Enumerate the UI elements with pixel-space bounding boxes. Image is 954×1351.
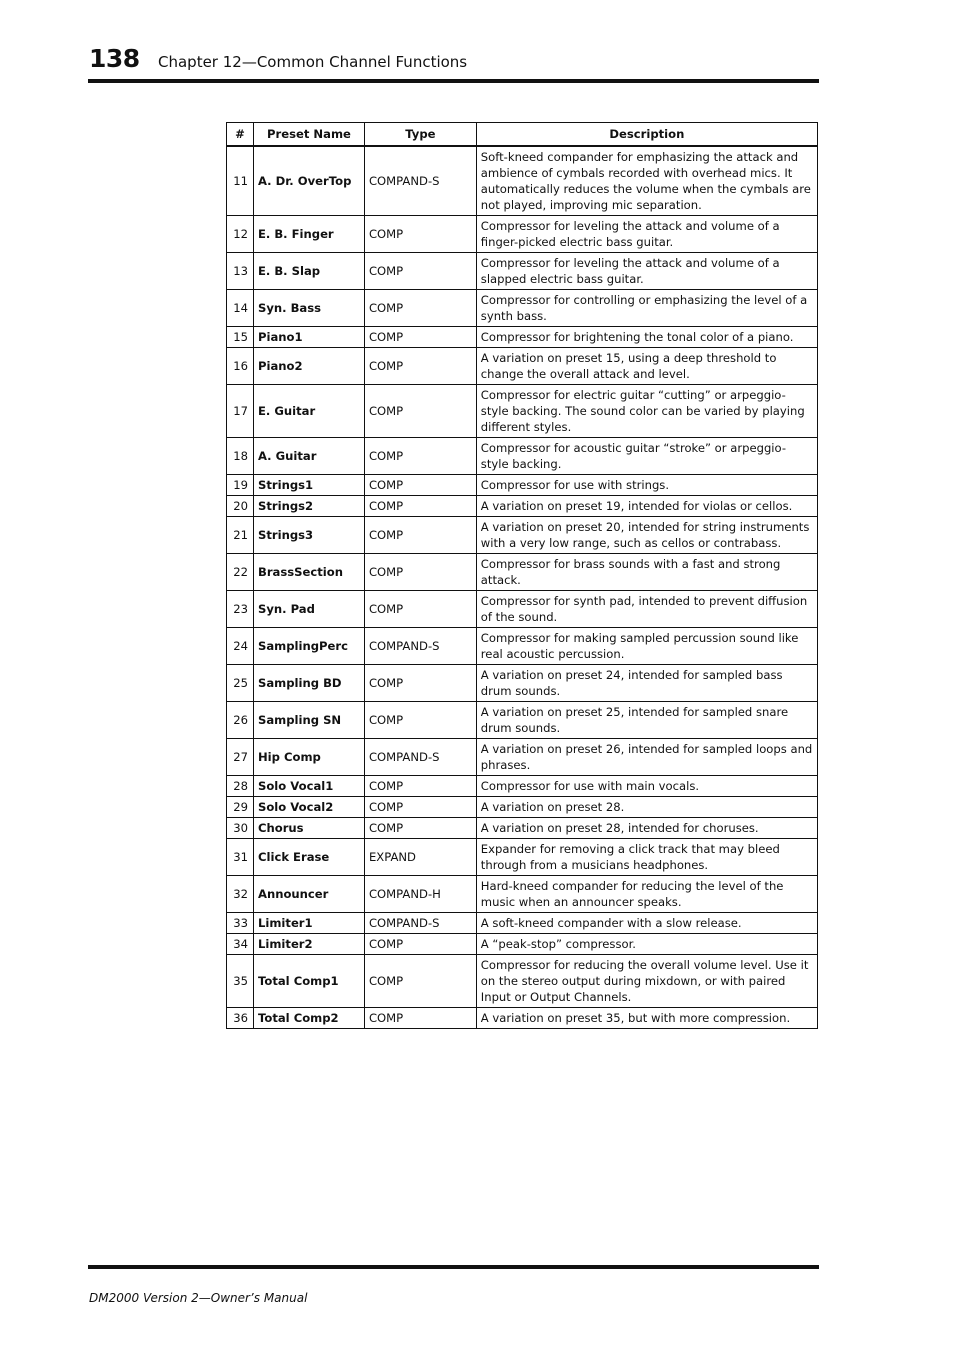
cell-number: 23 xyxy=(227,591,254,628)
cell-type: COMP xyxy=(364,385,476,438)
cell-description: A variation on preset 25, intended for sampled snare drum sounds. xyxy=(476,702,817,739)
table-row xyxy=(227,385,818,438)
cell-type: COMPAND-S xyxy=(364,146,476,216)
cell-type: COMP xyxy=(364,554,476,591)
cell-preset-name: Strings1 xyxy=(253,475,364,496)
cell-preset-name: Sampling BD xyxy=(253,665,364,702)
cell-type: COMP xyxy=(364,348,476,385)
cell-description: A variation on preset 19, intended for violas or cellos. xyxy=(476,496,817,517)
cell-type: COMP xyxy=(364,496,476,517)
table-header-row xyxy=(227,123,818,147)
table-row xyxy=(227,216,818,253)
cell-number: 22 xyxy=(227,554,254,591)
table-row xyxy=(227,290,818,327)
cell-preset-name: SamplingPerc xyxy=(253,628,364,665)
cell-type: COMP xyxy=(364,797,476,818)
cell-type: EXPAND xyxy=(364,839,476,876)
cell-type: COMP xyxy=(364,818,476,839)
table-row xyxy=(227,1008,818,1029)
cell-number: 16 xyxy=(227,348,254,385)
cell-description: A variation on preset 35, but with more compression. xyxy=(476,1008,817,1029)
table-row xyxy=(227,475,818,496)
cell-description: Compressor for making sampled percussion sound like real acoustic percussion. xyxy=(476,628,817,665)
cell-preset-name: A. Guitar xyxy=(253,438,364,475)
cell-number: 36 xyxy=(227,1008,254,1029)
table-row xyxy=(227,839,818,876)
table-row xyxy=(227,517,818,554)
cell-preset-name: Syn. Bass xyxy=(253,290,364,327)
cell-preset-name: Strings2 xyxy=(253,496,364,517)
header-rule xyxy=(88,79,819,83)
cell-preset-name: Strings3 xyxy=(253,517,364,554)
cell-preset-name: Click Erase xyxy=(253,839,364,876)
cell-description: Expander for removing a click track that may bleed through from a musicians headphones. xyxy=(476,839,817,876)
table-row xyxy=(227,739,818,776)
cell-preset-name: Chorus xyxy=(253,818,364,839)
cell-preset-name: Hip Comp xyxy=(253,739,364,776)
cell-type: COMP xyxy=(364,253,476,290)
cell-description: A variation on preset 24, intended for sampled bass drum sounds. xyxy=(476,665,817,702)
cell-type: COMP xyxy=(364,517,476,554)
cell-number: 19 xyxy=(227,475,254,496)
cell-number: 17 xyxy=(227,385,254,438)
footer-rule xyxy=(88,1265,819,1269)
cell-number: 12 xyxy=(227,216,254,253)
cell-number: 13 xyxy=(227,253,254,290)
cell-preset-name: A. Dr. OverTop xyxy=(253,146,364,216)
table-row xyxy=(227,327,818,348)
cell-number: 24 xyxy=(227,628,254,665)
cell-description: Compressor for electric guitar “cutting” or arpeggio-style backing. The sound color can be varied by playing different styles. xyxy=(476,385,817,438)
cell-description: Soft-kneed compander for emphasizing the attack and ambience of cymbals recorded with overhead mics. It automatically reduces the volume when the cymbals are not played, improving mic separation. xyxy=(476,146,817,216)
cell-type: COMP xyxy=(364,934,476,955)
cell-number: 15 xyxy=(227,327,254,348)
cell-preset-name: Piano1 xyxy=(253,327,364,348)
preset-table xyxy=(226,122,818,1029)
cell-preset-name: Solo Vocal1 xyxy=(253,776,364,797)
cell-preset-name: E. B. Slap xyxy=(253,253,364,290)
cell-number: 14 xyxy=(227,290,254,327)
cell-preset-name: BrassSection xyxy=(253,554,364,591)
cell-type: COMP xyxy=(364,438,476,475)
cell-number: 34 xyxy=(227,934,254,955)
cell-description: A soft-kneed compander with a slow release. xyxy=(476,913,817,934)
cell-number: 25 xyxy=(227,665,254,702)
cell-description: Compressor for reducing the overall volume level. Use it on the stereo output during mixdown, or with paired Input or Output Channels. xyxy=(476,955,817,1008)
cell-preset-name: Sampling SN xyxy=(253,702,364,739)
cell-description: Compressor for acoustic guitar “stroke” or arpeggio-style backing. xyxy=(476,438,817,475)
cell-description: Compressor for synth pad, intended to prevent diffusion of the sound. xyxy=(476,591,817,628)
table-row xyxy=(227,554,818,591)
cell-preset-name: Total Comp1 xyxy=(253,955,364,1008)
cell-number: 21 xyxy=(227,517,254,554)
cell-preset-name: Piano2 xyxy=(253,348,364,385)
cell-type: COMP xyxy=(364,327,476,348)
table-row xyxy=(227,253,818,290)
cell-type: COMP xyxy=(364,955,476,1008)
cell-type: COMPAND-S xyxy=(364,628,476,665)
cell-preset-name: E. Guitar xyxy=(253,385,364,438)
cell-type: COMP xyxy=(364,475,476,496)
table-row xyxy=(227,438,818,475)
table-row xyxy=(227,628,818,665)
cell-preset-name: E. B. Finger xyxy=(253,216,364,253)
cell-number: 20 xyxy=(227,496,254,517)
table-row xyxy=(227,348,818,385)
cell-description: A variation on preset 15, using a deep threshold to change the overall attack and level. xyxy=(476,348,817,385)
table-row xyxy=(227,913,818,934)
table-row xyxy=(227,797,818,818)
chapter-title: Chapter 12—Common Channel Functions xyxy=(158,53,468,71)
cell-description: A variation on preset 26, intended for sampled loops and phrases. xyxy=(476,739,817,776)
cell-number: 35 xyxy=(227,955,254,1008)
cell-preset-name: Syn. Pad xyxy=(253,591,364,628)
cell-description: Compressor for use with main vocals. xyxy=(476,776,817,797)
cell-number: 31 xyxy=(227,839,254,876)
table-body xyxy=(227,146,818,1029)
cell-type: COMP xyxy=(364,216,476,253)
cell-type: COMP xyxy=(364,290,476,327)
cell-description: Compressor for use with strings. xyxy=(476,475,817,496)
footer-manual-title: DM2000 Version 2—Owner’s Manual xyxy=(89,1291,308,1305)
cell-number: 28 xyxy=(227,776,254,797)
cell-number: 33 xyxy=(227,913,254,934)
table-row xyxy=(227,934,818,955)
cell-type: COMP xyxy=(364,665,476,702)
cell-type: COMP xyxy=(364,776,476,797)
cell-description: A variation on preset 20, intended for string instruments with a very low range, such as cellos or contrabass. xyxy=(476,517,817,554)
table-row xyxy=(227,665,818,702)
cell-type: COMPAND-H xyxy=(364,876,476,913)
cell-preset-name: Announcer xyxy=(253,876,364,913)
table-row xyxy=(227,496,818,517)
cell-description: Compressor for leveling the attack and volume of a slapped electric bass guitar. xyxy=(476,253,817,290)
cell-number: 29 xyxy=(227,797,254,818)
cell-description: A variation on preset 28, intended for choruses. xyxy=(476,818,817,839)
table-row xyxy=(227,702,818,739)
cell-number: 30 xyxy=(227,818,254,839)
table-row xyxy=(227,955,818,1008)
cell-preset-name: Limiter1 xyxy=(253,913,364,934)
cell-description: A variation on preset 28. xyxy=(476,797,817,818)
cell-type: COMP xyxy=(364,702,476,739)
column-header-number: # xyxy=(227,123,254,147)
cell-description: Compressor for controlling or emphasizing the level of a synth bass. xyxy=(476,290,817,327)
cell-number: 11 xyxy=(227,146,254,216)
cell-number: 18 xyxy=(227,438,254,475)
cell-description: Compressor for brass sounds with a fast and strong attack. xyxy=(476,554,817,591)
cell-type: COMPAND-S xyxy=(364,913,476,934)
table-row xyxy=(227,876,818,913)
page-number: 138 xyxy=(89,44,140,73)
cell-description: Hard-kneed compander for reducing the level of the music when an announcer speaks. xyxy=(476,876,817,913)
cell-number: 32 xyxy=(227,876,254,913)
column-header-description: Description xyxy=(476,123,817,147)
table-row xyxy=(227,776,818,797)
cell-type: COMP xyxy=(364,1008,476,1029)
column-header-type: Type xyxy=(364,123,476,147)
cell-description: Compressor for leveling the attack and volume of a finger-picked electric bass guitar. xyxy=(476,216,817,253)
cell-type: COMP xyxy=(364,591,476,628)
cell-preset-name: Total Comp2 xyxy=(253,1008,364,1029)
table-row xyxy=(227,591,818,628)
cell-type: COMPAND-S xyxy=(364,739,476,776)
table-row xyxy=(227,146,818,216)
cell-preset-name: Solo Vocal2 xyxy=(253,797,364,818)
cell-description: Compressor for brightening the tonal color of a piano. xyxy=(476,327,817,348)
cell-number: 27 xyxy=(227,739,254,776)
cell-preset-name: Limiter2 xyxy=(253,934,364,955)
table-row xyxy=(227,818,818,839)
column-header-preset-name: Preset Name xyxy=(253,123,364,147)
cell-number: 26 xyxy=(227,702,254,739)
cell-description: A “peak-stop” compressor. xyxy=(476,934,817,955)
